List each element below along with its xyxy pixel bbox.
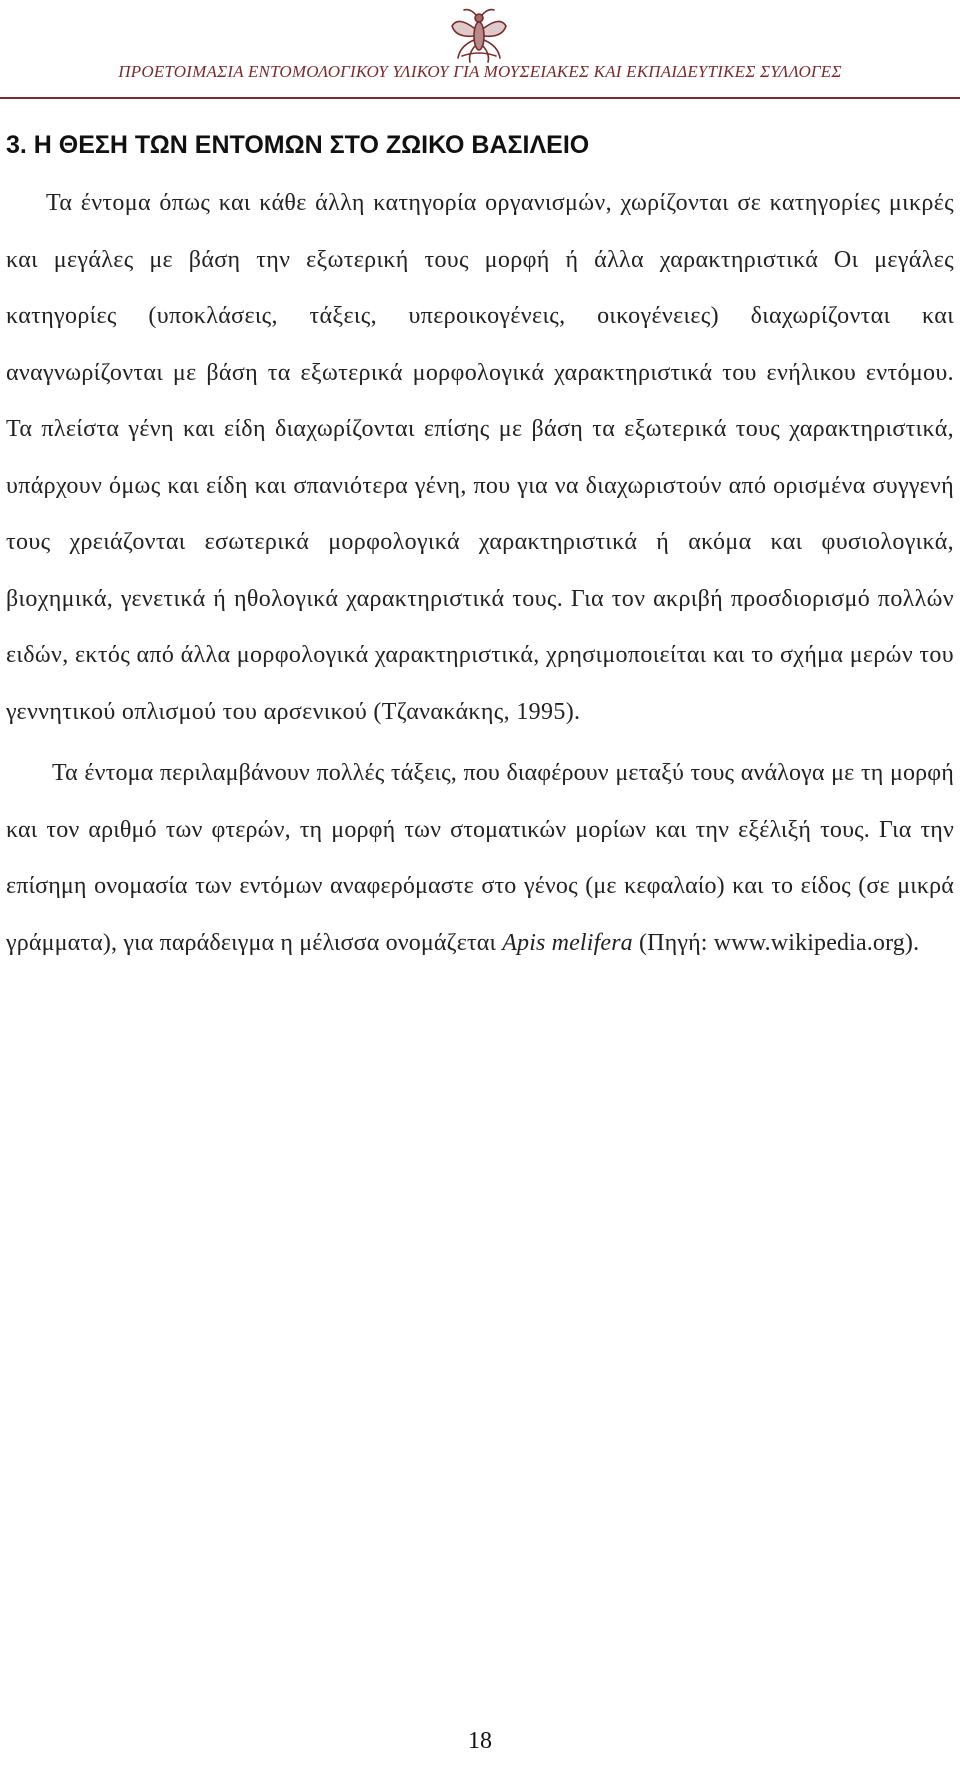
insect-emblem-icon bbox=[446, 6, 512, 64]
paragraph-orders-source: (Πηγή: www.wikipedia.org). bbox=[632, 929, 920, 956]
section-title: 3. Η ΘΕΣΗ ΤΩΝ ΕΝΤΟΜΩΝ ΣΤΟ ΖΩΙΚΟ ΒΑΣΙΛΕΙΟ bbox=[6, 131, 590, 159]
header-divider bbox=[0, 97, 960, 99]
body-text bbox=[6, 175, 954, 971]
running-header: ΠΡΟΕΤΟΙΜΑΣΙΑ ΕΝΤΟΜΟΛΟΓΙΚΟΥ ΥΛΙΚΟΥ ΓΙΑ ΜΟΥΣΕΙΑΚΕΣ ΚΑΙ ΕΚΠΑΙΔΕΥΤΙΚΕΣ ΣΥΛΛΟΓΕΣ bbox=[118, 62, 842, 81]
page-number: 18 bbox=[468, 1728, 492, 1754]
paragraph-orders bbox=[6, 745, 954, 971]
species-name: Apis melifera bbox=[502, 929, 633, 956]
paragraph-orders-text: Τα έντομα περιλαμβάνουν πολλές τάξεις, που διαφέρουν μεταξύ τους ανάλογα με τη μορφή και τον αριθμό των φτερών, τη μορφή των στοματικών μορίων και την εξέλιξή τους. Για την επίσημη ονομασία των εντόμων αναφερόμαστε στο γένος (με κεφαλαίο) και το είδος (σε μικρά γράμματα), για παράδειγμα η μέλισσα ονομάζεται bbox=[6, 760, 954, 956]
paragraph-classification: Τα έντομα όπως και κάθε άλλη κατηγορία οργανισμών, χωρίζονται σε κατηγορίες μικρές και μεγάλες με βάση την εξωτερική τους μορφή ή άλλα χαρακτηριστικά Οι μεγάλες κατηγορίες (υποκλάσεις, τάξεις, υπεροικογένεις, οικογένειες) διαχωρίζονται και αναγνωρίζονται με βάση τα εξωτερικά μορφολογικά χαρακτηριστικά του ενήλικου εντόμου. Τα πλείστα γένη και είδη διαχωρίζονται επίσης με βάση τα εξωτερικά τους χαρακτηριστικά, υπάρχουν όμως και είδη και σπανιότερα γένη, που για να διαχωριστούν από ορισμένα συγγενή τους χρειάζονται εσωτερικά μορφολογικά χαρακτηριστικά ή ακόμα και φυσιολογικά, βιοχημικά, γενετικά ή ηθολογικά χαρακτηριστικά τους. Για τον ακριβή προσδιορισμό πολλών ειδών, εκτός από άλλα μορφολογικά χαρακτηριστικά, χρησιμοποιείται και το σχήμα μερών του γεννητικού οπλισμού του αρσενικού (Τζανακάκης, 1995). bbox=[6, 190, 954, 725]
